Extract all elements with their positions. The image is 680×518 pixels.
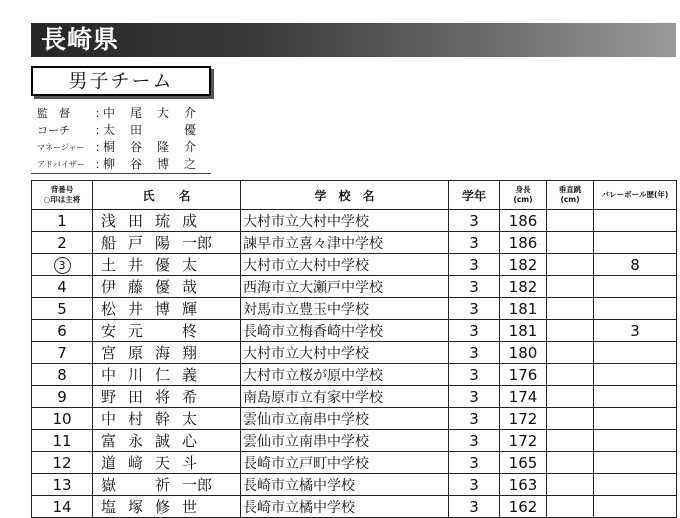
player-grade: 3 [449, 430, 500, 452]
staff-role: コーチ [37, 124, 70, 137]
header-height-label: 身長 [515, 185, 531, 194]
header-number-sub: ○印は主将 [43, 195, 81, 204]
player-row [32, 320, 677, 342]
player-name [93, 232, 241, 254]
staff-name-part: 谷 [130, 140, 143, 154]
player-height: 176 [500, 364, 547, 386]
player-school: 西海市立大瀬戸中学校 [241, 276, 449, 298]
player-school: 雲仙市立南串中学校 [241, 408, 449, 430]
number-value: 12 [52, 453, 72, 472]
player-name [93, 364, 241, 386]
player-name-part: 斗 [182, 454, 198, 472]
player-row [32, 496, 677, 518]
staff-name-part: 谷 [130, 157, 143, 171]
player-height: 182 [500, 276, 547, 298]
prefecture-title: 長崎県 [41, 25, 120, 54]
player-jump [547, 232, 594, 254]
player-name [93, 320, 241, 342]
player-jump [547, 364, 594, 386]
player-school: 長崎市立梅香崎中学校 [241, 320, 449, 342]
player-school: 対馬市立豊玉中学校 [241, 298, 449, 320]
staff-name-part: 博 [157, 157, 170, 171]
player-name-part: 天 [155, 454, 171, 472]
player-row [32, 254, 677, 276]
player-grade: 3 [449, 342, 500, 364]
player-experience [594, 408, 677, 430]
staff-row [37, 105, 217, 122]
player-number [32, 430, 93, 452]
player-experience [594, 474, 677, 496]
player-grade: 3 [449, 474, 500, 496]
player-name-part: 川 [128, 366, 144, 384]
player-number [32, 210, 93, 232]
player-grade: 3 [449, 254, 500, 276]
staff-row [37, 139, 217, 156]
player-experience [594, 496, 677, 518]
player-experience [594, 342, 677, 364]
staff-colon: ： [95, 107, 106, 120]
player-name-part: 野 [101, 388, 117, 406]
player-grade: 3 [449, 408, 500, 430]
number-value: 4 [57, 277, 67, 296]
player-name-part: 元 [128, 322, 144, 340]
player-name-part: 中 [101, 366, 117, 384]
player-name-part: 伊 [101, 278, 117, 296]
player-school: 大村市立大村中学校 [241, 342, 449, 364]
player-name-part: 船 [101, 234, 117, 252]
staff-colon: ： [95, 158, 106, 171]
player-jump [547, 320, 594, 342]
player-row [32, 408, 677, 430]
player-name-part: 成 [182, 212, 198, 230]
player-name [93, 474, 241, 496]
player-number [32, 232, 93, 254]
player-name [93, 452, 241, 474]
player-row [32, 232, 677, 254]
staff-name [103, 105, 223, 122]
player-name-part: 田 [128, 388, 144, 406]
player-name-part: 塩 [101, 498, 117, 516]
staff-name-part: 介 [184, 140, 197, 154]
header-number-label: 背番号 [50, 185, 74, 194]
player-name-part: 希 [182, 388, 198, 406]
staff-name-part: 柳 [103, 157, 116, 171]
staff-name-part: 太 [103, 123, 116, 137]
player-row [32, 364, 677, 386]
player-experience [594, 452, 677, 474]
player-name-part: 太 [182, 410, 198, 428]
player-number [32, 386, 93, 408]
staff-name-part: 中 [103, 106, 116, 120]
staff-name-part: 優 [184, 123, 197, 137]
player-name [93, 496, 241, 518]
header-height-unit: (cm) [513, 195, 533, 204]
header-jump [547, 181, 594, 210]
player-name-part: 井 [128, 256, 144, 274]
player-name-part: 翔 [182, 344, 198, 362]
player-jump [547, 496, 594, 518]
player-name-part: 世 [182, 498, 198, 516]
number-value: 6 [57, 321, 67, 340]
staff-name-part: 尾 [130, 106, 143, 120]
player-height: 186 [500, 232, 547, 254]
number-value: 8 [57, 365, 67, 384]
player-name-part: 藤 [128, 278, 144, 296]
player-name [93, 430, 241, 452]
player-school: 諫早市立喜々津中学校 [241, 232, 449, 254]
staff-row [37, 122, 217, 139]
player-jump [547, 298, 594, 320]
staff-colon: ： [95, 141, 106, 154]
player-school: 長崎市立橘中学校 [241, 496, 449, 518]
player-name-part: 土 [101, 256, 117, 274]
player-name-part: 戸 [128, 234, 144, 252]
player-experience [594, 386, 677, 408]
player-number [32, 474, 93, 496]
player-grade: 3 [449, 364, 500, 386]
player-jump [547, 452, 594, 474]
player-name-part: 井 [128, 300, 144, 318]
player-row [32, 210, 677, 232]
player-jump [547, 386, 594, 408]
staff-divider [31, 173, 211, 174]
player-row [32, 298, 677, 320]
player-name-part: 田 [128, 212, 144, 230]
number-value: 5 [57, 299, 67, 318]
roster-header-row [32, 181, 677, 210]
staff-row [37, 156, 217, 173]
staff-name-part: 介 [184, 106, 197, 120]
player-jump [547, 342, 594, 364]
header-jump-unit: (cm) [560, 195, 580, 204]
player-height: 172 [500, 408, 547, 430]
player-experience [594, 364, 677, 386]
player-name [93, 210, 241, 232]
player-experience [594, 298, 677, 320]
number-value: 2 [57, 233, 67, 252]
roster-table [31, 180, 677, 518]
player-grade: 3 [449, 452, 500, 474]
player-name [93, 386, 241, 408]
player-grade: 3 [449, 320, 500, 342]
player-experience: 8 [594, 254, 677, 276]
player-number [32, 320, 93, 342]
player-number [32, 254, 93, 276]
player-school: 大村市立大村中学校 [241, 210, 449, 232]
number-value: 14 [52, 497, 72, 516]
player-name-part: 祈 [155, 476, 171, 494]
player-name [93, 276, 241, 298]
header-number [32, 181, 93, 210]
player-name-part: 心 [182, 432, 198, 450]
number-value: 7 [57, 343, 67, 362]
player-name-part: 太 [182, 256, 198, 274]
player-grade: 3 [449, 276, 500, 298]
header-school: 学 校 名 [241, 181, 449, 210]
staff-name-part: 之 [184, 157, 197, 171]
number-value: 11 [52, 431, 72, 450]
roster-body [32, 210, 677, 518]
player-school: 長崎市立戸町中学校 [241, 452, 449, 474]
prefecture-banner [31, 23, 676, 57]
player-row [32, 430, 677, 452]
player-school: 大村市立大村中学校 [241, 254, 449, 276]
player-name-part: 修 [155, 498, 171, 516]
player-height: 182 [500, 254, 547, 276]
player-experience [594, 232, 677, 254]
captain-number: 3 [54, 257, 71, 274]
player-row [32, 474, 677, 496]
player-name-part: 松 [101, 300, 117, 318]
player-name-part: 一郎 [182, 234, 213, 252]
player-jump [547, 210, 594, 232]
player-school: 長崎市立橘中学校 [241, 474, 449, 496]
staff-name-part: 桐 [103, 140, 116, 154]
staff-role: アドバイザー [37, 160, 85, 169]
player-name-part: 一郎 [182, 476, 213, 494]
team-label: 男子チーム [68, 70, 174, 92]
staff-role: マネージャー [37, 143, 85, 152]
player-name-part: 優 [155, 278, 171, 296]
player-name [93, 254, 241, 276]
player-jump [547, 430, 594, 452]
player-name-part: 優 [155, 256, 171, 274]
player-name-part: 富 [101, 432, 117, 450]
player-name [93, 342, 241, 364]
player-name-part: 陽 [155, 234, 171, 252]
player-row [32, 452, 677, 474]
player-school: 大村市立桜が原中学校 [241, 364, 449, 386]
player-name-part: 誠 [155, 432, 171, 450]
player-height: 162 [500, 496, 547, 518]
number-value: 9 [57, 387, 67, 406]
player-name-part: 哉 [182, 278, 198, 296]
player-name-part: 海 [155, 344, 171, 362]
player-grade: 3 [449, 232, 500, 254]
header-name: 氏 名 [93, 181, 241, 210]
header-experience: バレーボール歴(年) [594, 181, 677, 210]
player-grade: 3 [449, 496, 500, 518]
player-school: 雲仙市立南串中学校 [241, 430, 449, 452]
staff-name [103, 122, 223, 139]
player-name-part: 琉 [155, 212, 171, 230]
player-name-part: 﨑 [128, 454, 144, 472]
player-number [32, 342, 93, 364]
player-jump [547, 276, 594, 298]
player-name-part: 道 [101, 454, 117, 472]
player-number [32, 364, 93, 386]
player-name-part: 永 [128, 432, 144, 450]
player-name-part: 中 [101, 410, 117, 428]
number-value: 1 [57, 211, 67, 230]
player-height: 186 [500, 210, 547, 232]
player-experience [594, 276, 677, 298]
player-name-part: 浅 [101, 212, 117, 230]
player-jump [547, 474, 594, 496]
staff-name-part: 大 [157, 106, 170, 120]
number-value: 13 [52, 475, 72, 494]
header-height [500, 181, 547, 210]
player-name-part: 輝 [182, 300, 198, 318]
player-name-part: 塚 [128, 498, 144, 516]
header-grade: 学年 [449, 181, 500, 210]
player-row [32, 386, 677, 408]
header-jump-label: 垂直跳 [558, 185, 582, 194]
player-height: 180 [500, 342, 547, 364]
player-experience: 3 [594, 320, 677, 342]
player-name-part: 幹 [155, 410, 171, 428]
number-value: 10 [52, 409, 72, 428]
player-grade: 3 [449, 210, 500, 232]
player-number [32, 298, 93, 320]
player-row [32, 342, 677, 364]
player-name-part: 仁 [155, 366, 171, 384]
staff-name-part: 隆 [157, 140, 170, 154]
player-height: 163 [500, 474, 547, 496]
staff-list [37, 105, 217, 173]
player-name-part: 宮 [101, 344, 117, 362]
player-number [32, 452, 93, 474]
player-name [93, 408, 241, 430]
player-grade: 3 [449, 386, 500, 408]
team-label-box [31, 66, 211, 96]
staff-name [103, 156, 223, 173]
player-name-part: 村 [128, 410, 144, 428]
player-name-part: 安 [101, 322, 117, 340]
player-height: 165 [500, 452, 547, 474]
player-name-part: 博 [155, 300, 171, 318]
player-name-part: 義 [182, 366, 198, 384]
player-name-part: 将 [155, 388, 171, 406]
player-height: 181 [500, 298, 547, 320]
player-name-part: 嶽 [101, 476, 117, 494]
player-experience [594, 430, 677, 452]
staff-name-part: 田 [130, 123, 143, 137]
player-grade: 3 [449, 298, 500, 320]
player-number [32, 408, 93, 430]
player-height: 174 [500, 386, 547, 408]
player-name-part: 柊 [182, 322, 198, 340]
player-jump [547, 254, 594, 276]
player-name-part: 原 [128, 344, 144, 362]
player-jump [547, 408, 594, 430]
staff-role: 監 督 [37, 107, 70, 120]
player-row [32, 276, 677, 298]
player-height: 181 [500, 320, 547, 342]
player-school: 南島原市立有家中学校 [241, 386, 449, 408]
staff-colon: ： [95, 124, 106, 137]
player-experience [594, 210, 677, 232]
player-number [32, 496, 93, 518]
player-number [32, 276, 93, 298]
player-height: 172 [500, 430, 547, 452]
player-name [93, 298, 241, 320]
staff-name [103, 139, 223, 156]
